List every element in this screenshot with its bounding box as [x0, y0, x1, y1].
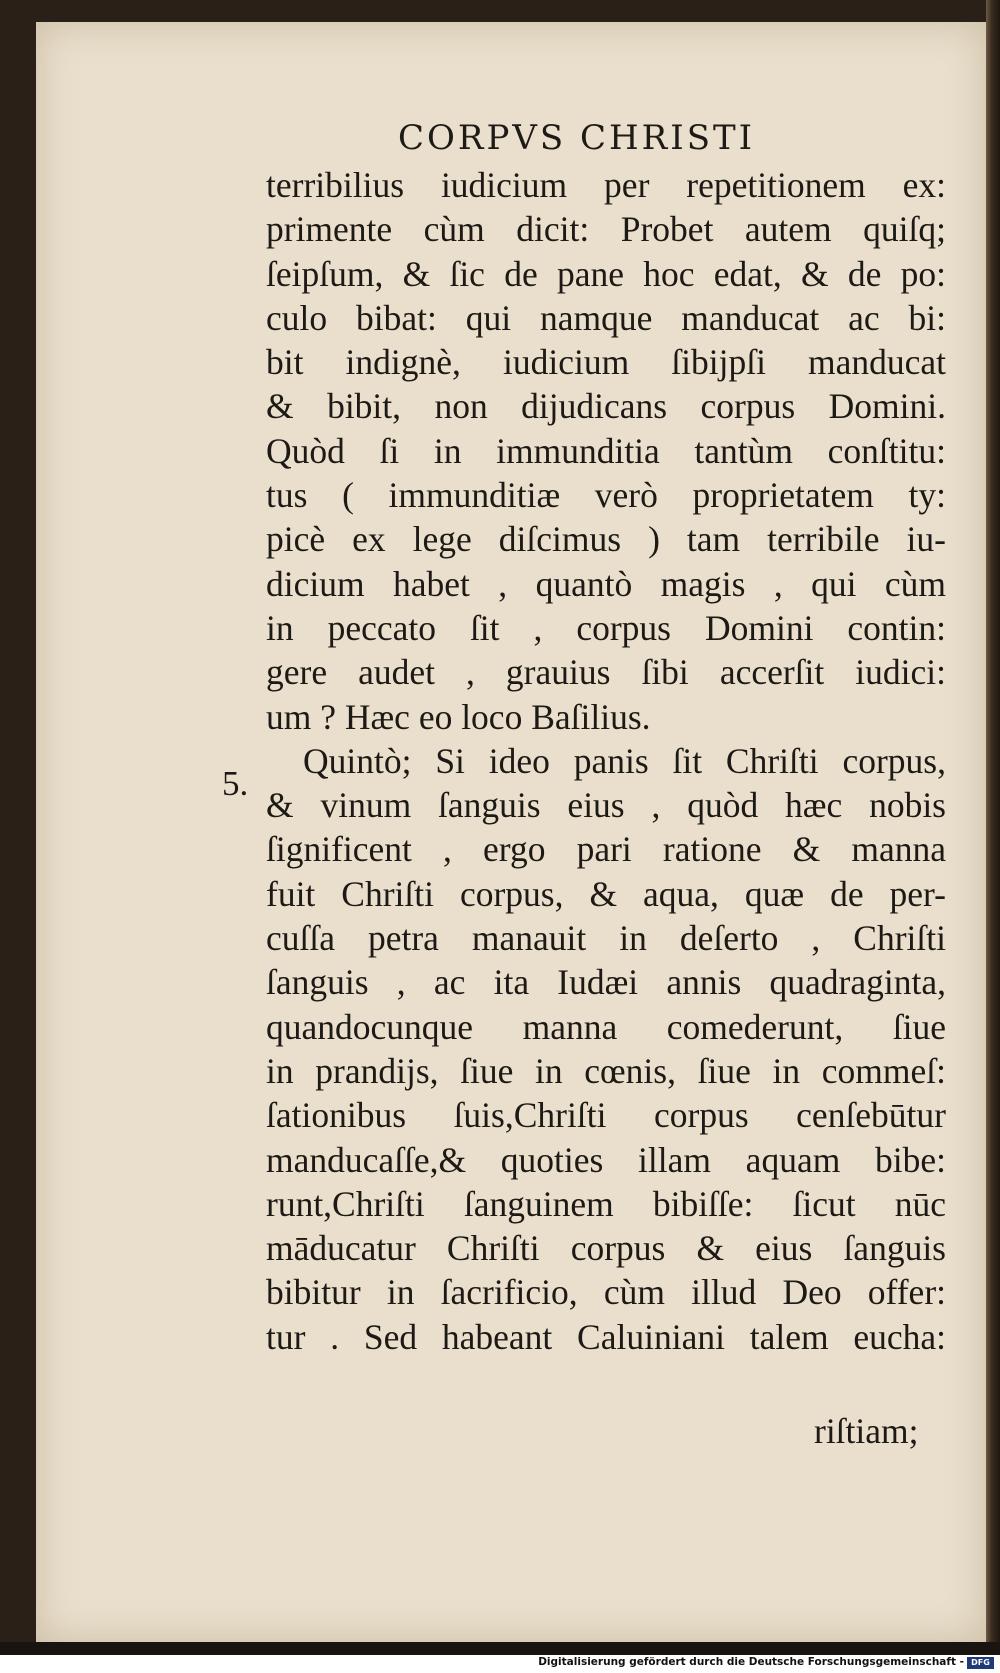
text-line: terribilius iudicium per repetitionem ex: — [266, 165, 946, 205]
text-line: manducaſſe,& quoties illam aquam bibe: — [266, 1139, 946, 1180]
text-line: in peccato ſit , corpus Domini contin: — [266, 607, 946, 648]
text-line: & bibit, non dijudicans corpus Domini. — [266, 386, 946, 427]
running-head: CORPVS CHRISTI — [398, 118, 756, 158]
text-line: bibitur in ſacrificio, cùm illud Deo offer: — [266, 1272, 946, 1313]
dfg-logo: DFG — [967, 1657, 994, 1669]
text-line: tur . Sed habeant Caluiniani talem eucha: — [266, 1316, 946, 1357]
text-line: tus ( immunditiæ verò proprietatem ty: — [266, 475, 946, 516]
text-line: ſationibus ſuis,Chriſti corpus cenſebūtur — [266, 1095, 946, 1136]
text-line: ſignificent , ergo pari ratione & manna — [266, 829, 946, 870]
text-line: cuſſa petra manauit in deſerto , Chriſti — [266, 918, 946, 959]
text-line: um ? Hæc eo loco Baſilius. — [266, 696, 651, 737]
text-line: dicium habet , quantò magis , qui cùm — [266, 563, 946, 604]
text-line: in prandijs, ſiue in cœnis, ſiue in commeſ: — [266, 1050, 946, 1091]
scan-bottom-edge — [0, 1642, 1000, 1655]
text-line: gere audet , grauius ſibi accerſit iudici: — [266, 652, 946, 693]
footer-credit: Digitalisierung gefördert durch die Deutsche Forschungsgemeinschaft - — [538, 1656, 964, 1668]
text-line: culo bibat: qui namque manducat ac bi: — [266, 297, 946, 338]
page-text — [266, 163, 946, 1359]
text-line: picè ex lege diſcimus ) tam terribile iu- — [266, 519, 946, 560]
text-line: māducatur Chriſti corpus & eius ſanguis — [266, 1228, 946, 1269]
text-line: Quòd ſi in immunditia tantùm conſtitu: — [266, 430, 946, 471]
text-line: runt,Chriſti ſanguinem bibiſſe: ſicut nūc — [266, 1183, 946, 1224]
text-line: quandocunque manna comederunt, ſiue — [266, 1006, 946, 1047]
text-line: primente cùm dicit: Probet autem quiſq; — [266, 209, 946, 250]
text-line: & vinum ſanguis eius , quòd hæc nobis — [266, 785, 946, 826]
section-number: 5. — [222, 764, 249, 803]
book-edge — [986, 0, 1000, 1655]
text-line: bit indignè, iudicium ſibijpſi manducat — [266, 342, 946, 383]
catchword: riſtiam; — [814, 1411, 919, 1451]
text-line: ſeipſum, & ſic de pane hoc edat, & de po: — [266, 253, 946, 294]
text-line: fuit Chriſti corpus, & aqua, quæ de per- — [266, 873, 946, 914]
text-line: Quintò; Si ideo panis ſit Chriſti corpus, — [303, 740, 946, 781]
text-line: ſanguis , ac ita Iudæi annis quadraginta, — [266, 962, 946, 1003]
